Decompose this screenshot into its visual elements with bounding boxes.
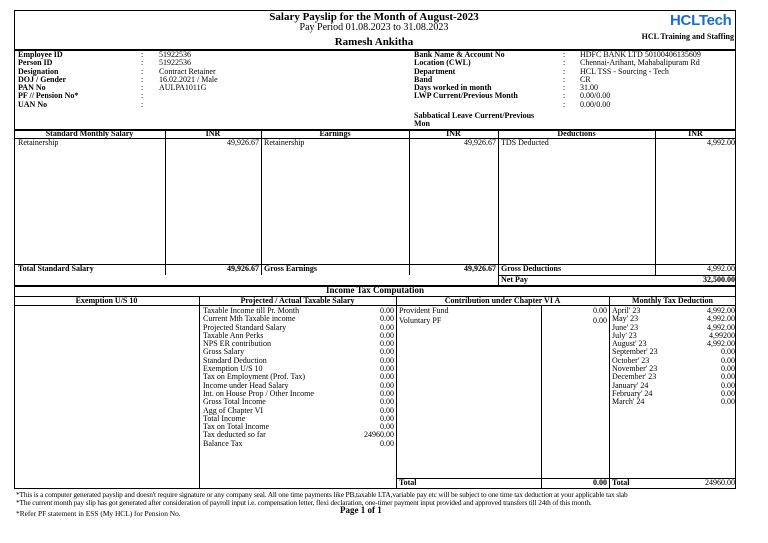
- label-sabbatical: Sabbatical Leave Current/Previous Mon: [414, 111, 535, 129]
- projected-labels: Taxable Income till Pr. Month Current Mth Taxable income Projected Standard Salary Taxable Ann Perks NPS ER contribution Gross Salary Standard Deduction Exemption U/S 10 Tax on Employment (Prof. Tax) Income under Head Salary Int. on House Prop / Other Income Gross Total Income Agg of Chapter VI Total Income Tax on Total Income Tax deducted so far Balance Tax: [203, 306, 314, 448]
- value-lwp: 0.00/0.00: [580, 91, 611, 101]
- employee-left-labels: [18, 51, 78, 109]
- monthly-total-label: Total: [612, 478, 630, 487]
- employee-right-colons: : : : : : : :: [563, 50, 566, 109]
- value-pan: AULPA1011G: [159, 83, 207, 93]
- header-monthly-tax: Monthly Tax Deduction: [632, 296, 713, 305]
- salary-table: [14, 130, 736, 286]
- label-pan: PAN No: [18, 83, 46, 93]
- header-projected: Projected / Actual Taxable Salary: [240, 296, 355, 305]
- label-person-id: Person ID: [18, 58, 53, 68]
- tax-title: Income Tax Computation: [325, 285, 424, 295]
- header-standard-salary: Standard Monthly Salary: [45, 129, 134, 138]
- monthly-labels: April' 23 May' 23 June' 23 July' 23 August' 23 September' 23 October' 23 November' 23 December' 23 January' 24 February' 24 March' 24: [612, 306, 658, 407]
- hcltech-logo: HCLTech: [670, 12, 732, 29]
- deduction-item: TDS Deducted: [501, 138, 549, 147]
- value-sabbatical: 0.00/0.00: [580, 99, 611, 109]
- gross-earnings-label: Gross Earnings: [264, 264, 317, 273]
- footer-note-3: *Refer PF statement in ESS (My HCL) for Pension No.: [16, 509, 181, 518]
- value-bank: HDFC BANK LTD 50100406135609: [580, 50, 701, 59]
- employee-right-values: [580, 51, 701, 109]
- net-pay-amount: 32,500.00: [703, 275, 735, 284]
- label-lwp: LWP Current/Previous Month: [414, 91, 518, 101]
- standard-item: Retainership: [18, 138, 59, 147]
- contribution-total-label: Total: [399, 478, 417, 487]
- header-exemption: Exemption U/S 10: [75, 296, 138, 305]
- label-employee-id: Employee ID: [18, 50, 63, 59]
- header-contribution: Contribution under Chapter VI A: [444, 296, 561, 305]
- label-designation: Designation: [18, 66, 59, 76]
- net-pay-label: Net Pay: [501, 275, 528, 284]
- employee-left-values: [159, 51, 218, 109]
- footer-note-1: *This is a computer generated payslip and doesn't require signature or any company seal. All one time payments like PB,taxable LTA,variable pay etc will be subject to one time tax deduction at your applicable tax slab: [16, 490, 628, 499]
- monthly-values: 4,992.00 4,992.00 4,992.00 4,99200 4,992.00 0.00 0.00 0.00 0.00 0.00 0.00 0.00: [707, 306, 735, 407]
- value-location: Chennai-Arihant, Mahabalipuram Rd: [580, 58, 700, 68]
- employee-left-colons: : : : : : : :: [141, 50, 144, 109]
- label-uan: UAN No: [18, 99, 48, 109]
- gross-deductions-label: Gross Deductions: [501, 264, 562, 273]
- projected-values: 0.00 0.00 0.00 0.00 0.00 0.00 0.00 0.00 0.00 0.00 0.00 0.00 0.00 0.00 0.00 24960.00 0.00: [364, 306, 394, 448]
- monthly-total: 24960.00: [705, 478, 735, 487]
- label-bank: Bank Name & Account No: [414, 50, 505, 59]
- page-number: Page 1 of 1: [340, 505, 382, 515]
- company-unit: HCL Training and Staffing: [641, 32, 734, 41]
- earning-amount: 49,926.67: [464, 138, 496, 147]
- pay-period: Pay Period 01.08.2023 to 31.08.2023: [299, 22, 449, 33]
- employee-right-labels: [414, 51, 518, 101]
- gross-earnings-amount: 49,926.67: [464, 264, 496, 273]
- header-inr-3: INR: [688, 129, 703, 138]
- gross-deductions-amount: 4,992.00: [707, 264, 735, 273]
- label-pf-pension: PF // Pension No*: [18, 91, 79, 101]
- value-uan: [159, 101, 218, 109]
- deduction-amount: 4,992.00: [707, 138, 735, 147]
- value-designation: Contract Retainer: [159, 66, 216, 76]
- contribution-labels: Provident Fund Voluntary PF: [399, 306, 449, 326]
- value-band: CR: [580, 74, 591, 84]
- label-location: Location (CWL): [414, 58, 471, 68]
- value-pf-pension: [159, 92, 218, 100]
- standard-amount: 49,926.67: [227, 138, 259, 147]
- header-inr-1: INR: [205, 129, 221, 138]
- value-department: HCL TSS - Sourcing - Tech: [580, 66, 669, 76]
- value-employee-id: 51922536: [159, 50, 191, 59]
- header-deductions: Deductions: [557, 129, 596, 138]
- value-days-worked: 31.00: [580, 83, 598, 93]
- label-doj-gender: DOJ / Gender: [18, 74, 66, 84]
- contribution-values: 0.00 0.00: [593, 306, 607, 326]
- contribution-total: 0.00: [593, 478, 607, 487]
- label-days-worked: Days worked in month: [414, 83, 492, 93]
- header-earnings: Earnings: [319, 129, 351, 138]
- footer-note-2: *The current month pay slip has got generated after consideration of payroll input i.e. compensation letter, flexi declaration, one-timer payment input provided and approved transfers till 24th of this month.: [16, 498, 592, 507]
- employee-name: Ramesh Ankitha: [334, 36, 414, 48]
- total-standard-amount: 49,926.67: [227, 264, 259, 273]
- earning-item: Retainership: [264, 138, 305, 147]
- label-department: Department: [414, 66, 456, 76]
- label-band: Band: [414, 74, 433, 84]
- payslip-title: Salary Payslip for the Month of August-2023: [269, 11, 479, 23]
- value-doj-gender: 16.02.2021 / Male: [159, 74, 218, 84]
- total-standard-label: Total Standard Salary: [18, 264, 94, 273]
- header-inr-2: INR: [446, 129, 461, 138]
- value-person-id: 51922536: [159, 58, 191, 68]
